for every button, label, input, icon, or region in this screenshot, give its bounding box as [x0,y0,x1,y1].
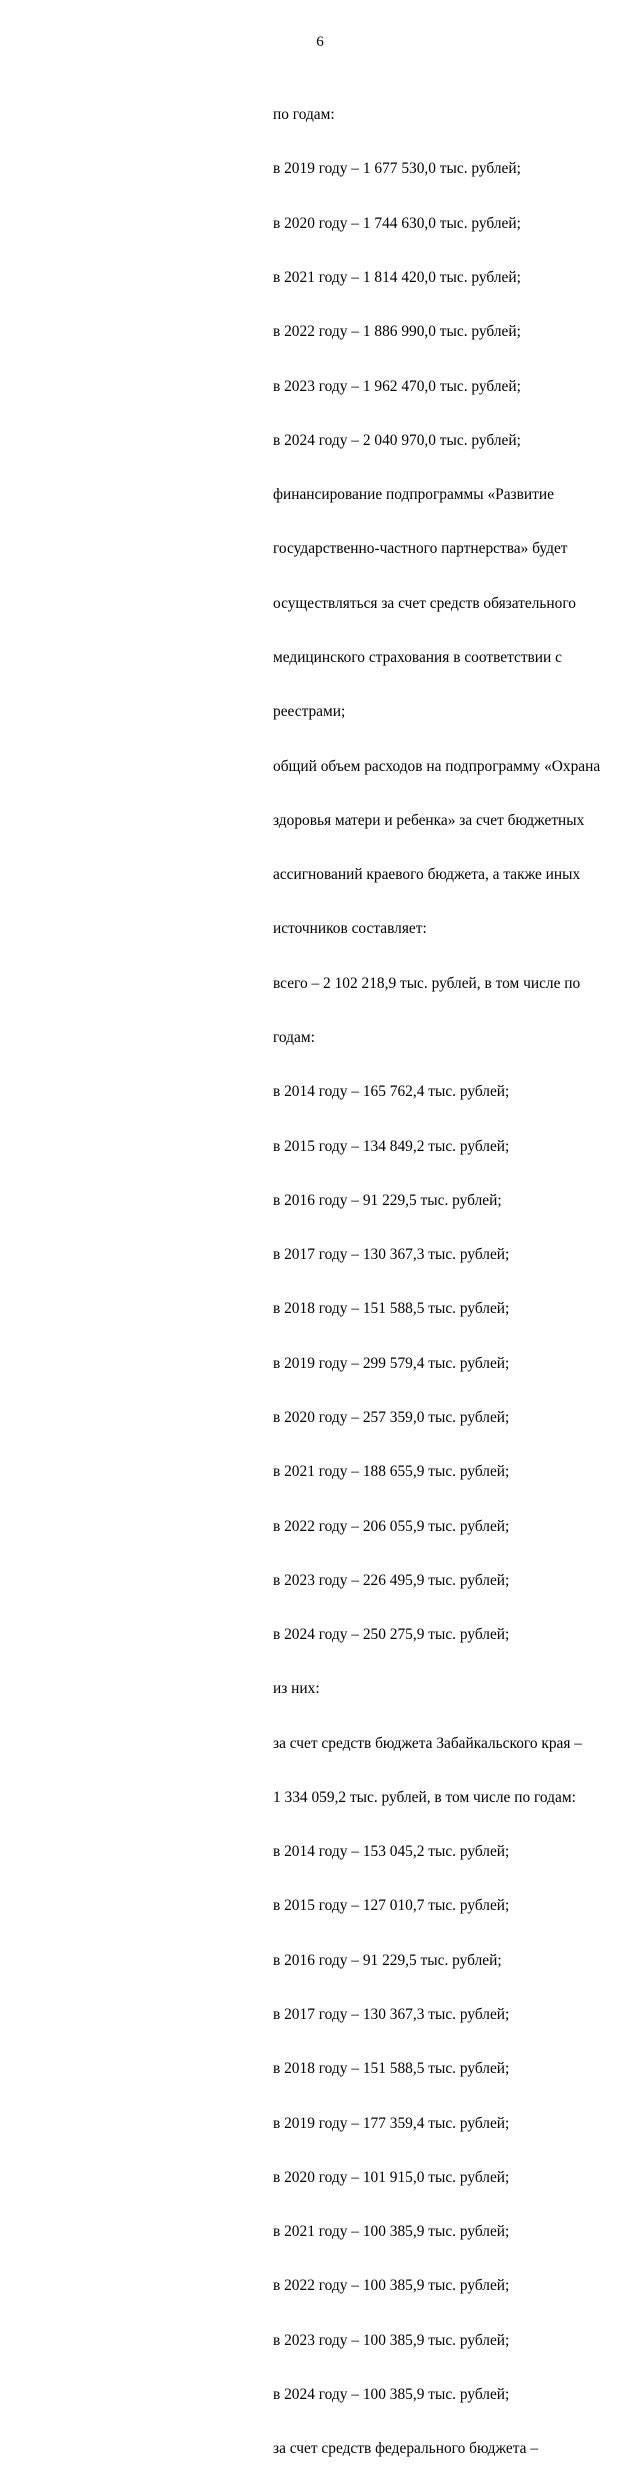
text-line: в 2024 году – 250 275,9 тыс. рублей; [273,1626,510,1644]
text-line: в 2023 году – 226 495,9 тыс. рублей; [273,1571,510,1589]
text-line: в 2021 году – 100 385,9 тыс. рублей; [273,2223,510,2241]
text-line: в 2022 году – 100 385,9 тыс. рублей; [273,2277,510,2295]
text-line: в 2016 году – 91 229,5 тыс. рублей; [273,1191,502,1209]
text-line: в 2021 году – 188 655,9 тыс. рублей; [273,1463,510,1481]
text-line: в 2024 году – 100 385,9 тыс. рублей; [273,2386,510,2403]
text-line: в 2021 году – 1 814 420,0 тыс. рублей; [273,269,521,287]
text-line: в 2015 году – 127 010,7 тыс. рублей; [273,1897,510,1915]
page-number: 6 [316,34,324,50]
text-line: в 2018 году – 151 588,5 тыс. рублей; [273,1300,510,1318]
text-line: за счет средств бюджета Забайкальского края – [273,1734,582,1752]
text-line: годам: [273,1028,315,1046]
text-line: 1 334 059,2 тыс. рублей, в том числе по годам: [273,1788,576,1806]
text-line: медицинского страхования в соответствии с [273,649,562,666]
text-line: в 2024 году – 2 040 970,0 тыс. рублей; [273,431,521,449]
text-line: в 2020 году – 257 359,0 тыс. рублей; [273,1408,510,1426]
text-line: в 2014 году – 165 762,4 тыс. рублей; [273,1083,510,1101]
text-line: в 2022 году – 206 055,9 тыс. рублей; [273,1517,510,1535]
text-line: в 2023 году – 100 385,9 тыс. рублей; [273,2331,510,2349]
text-line: в 2019 году – 1 677 530,0 тыс. рублей; [273,160,521,178]
text-line: здоровья матери и ребенка» за счет бюджетных [273,811,585,829]
text-line: реестрами; [273,703,346,721]
text-line: из них: [273,1680,320,1698]
text-line: в 2020 году – 1 744 630,0 тыс. рублей; [273,214,521,232]
text-line: в 2015 году – 134 849,2 тыс. рублей; [273,1137,510,1155]
document-body [273,70,603,2476]
text-line: в 2022 году – 1 886 990,0 тыс. рублей; [273,323,521,341]
text-line: ассигнований краевого бюджета, а также иных [273,866,581,884]
text-line: общий объем расходов на подпрограмму «Охрана [273,757,601,775]
text-line: в 2019 году – 177 359,4 тыс. рублей; [273,2114,510,2132]
text-line: в 2023 году – 1 962 470,0 тыс. рублей; [273,377,521,395]
text-line: в 2019 году – 299 579,4 тыс. рублей; [273,1354,510,1372]
text-line: в 2017 году – 130 367,3 тыс. рублей; [273,2006,510,2024]
text-line: в 2020 году – 101 915,0 тыс. рублей; [273,2168,510,2186]
text-line: в 2017 году – 130 367,3 тыс. рублей; [273,1246,510,1264]
text-line: всего – 2 102 218,9 тыс. рублей, в том числе по [273,974,581,992]
text-line: в 2014 году – 153 045,2 тыс. рублей; [273,1843,510,1861]
text-line: осуществляться за счет средств обязательного [273,594,576,612]
text-line: в 2018 году – 151 588,5 тыс. рублей; [273,2060,510,2078]
text-line: финансирование подпрограммы «Развитие [273,486,554,504]
text-line: за счет средств федерального бюджета – [273,2440,539,2458]
text-line: источников составляет: [273,920,427,938]
text-line: по годам: [273,106,335,124]
text-line: в 2016 году – 91 229,5 тыс. рублей; [273,1951,502,1969]
text-line: государственно-частного партнерства» будет [273,540,568,558]
